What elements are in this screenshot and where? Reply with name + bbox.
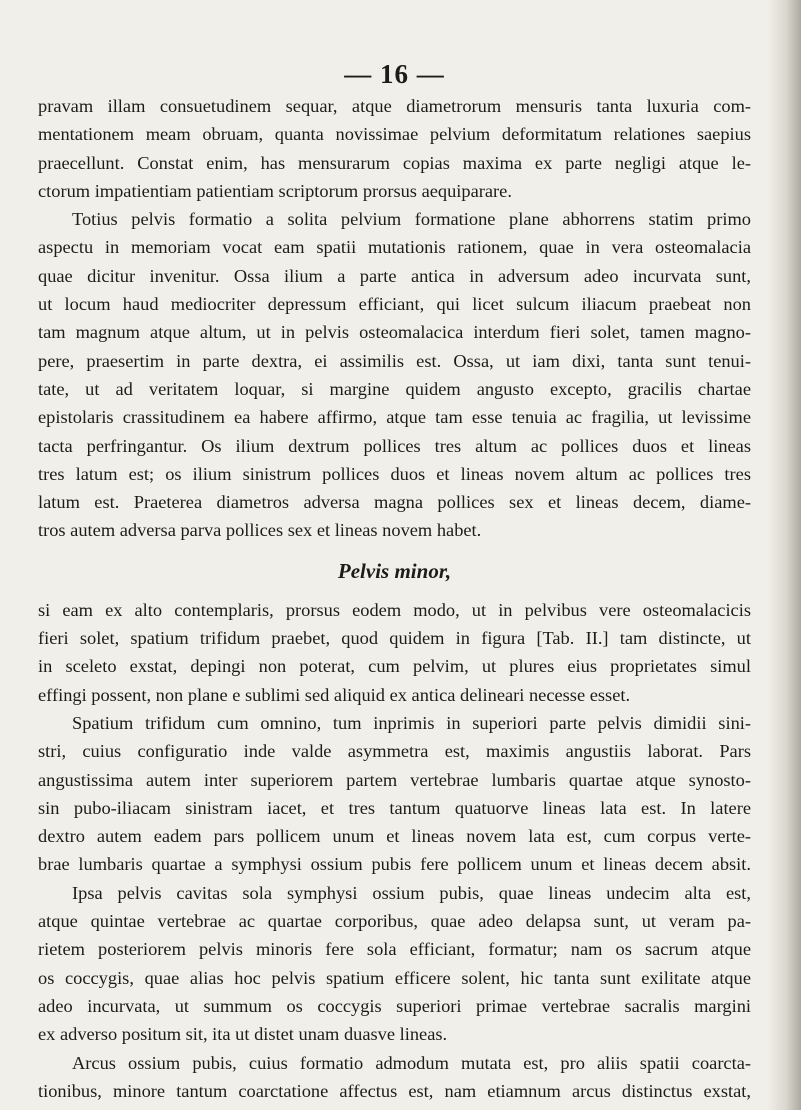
page-number: — 16 — bbox=[344, 59, 445, 89]
text-line: mentationem meam obruam, quanta novissimae pelvium deformitatum relationes saepius bbox=[38, 124, 751, 145]
text-line: tacta perfringantur. Os ilium dextrum pollices tres altum ac pollices duos et lineas bbox=[38, 435, 751, 456]
text-line: tros autem adversa parva pollices sex et lineas novem habet. bbox=[38, 520, 482, 541]
page-edge-shadow bbox=[767, 0, 801, 1110]
text-line: latum est. Praeterea diametros adversa magna pollices sex et lineas decem, diame- bbox=[38, 492, 751, 513]
book-page bbox=[38, 58, 751, 1105]
text-line: quae dicitur invenitur. Ossa ilium a parte antica in adversum adeo incurvata sunt, bbox=[38, 265, 751, 286]
text-line: effingi possent, non plane e sublimi sed aliquid ex antica delineari necesse esset. bbox=[38, 684, 631, 705]
text-line: in sceleto exstat, depingi non poterat, cum pelvim, ut plures eius proprietates simul bbox=[38, 656, 751, 677]
text-line: si eam ex alto contemplaris, prorsus eodem modo, ut in pelvibus vere osteomalacicis bbox=[38, 599, 751, 620]
text-line: epistolaris crassitudinem ea habere affirmo, atque tam esse tenuia ac fragilia, ut levissime bbox=[38, 407, 751, 428]
text-line: Spatium trifidum cum omnino, tum inprimis in superiori parte pelvis dimidii sini- bbox=[72, 712, 751, 733]
text-line: os coccygis, quae alias hoc pelvis spatium efficere solent, hic tanta sunt exilitate atque bbox=[38, 967, 751, 988]
text-line: Totius pelvis formatio a solita pelvium formatione plane abhorrens statim primo bbox=[72, 209, 751, 230]
text-line: ut locum haud mediocriter depressum efficiant, qui licet sulcum iliacum praebeat non bbox=[38, 294, 751, 315]
text-line: ex adverso positum sit, ita ut distet unam duasve lineas. bbox=[38, 1024, 448, 1045]
text-line: tres latum est; os ilium sinistrum pollices duos et lineas novem altum ac pollices tres bbox=[38, 463, 751, 484]
text-line: pravam illam consuetudinem sequar, atque diametrorum mensuris tanta luxuria com- bbox=[38, 96, 751, 116]
text-line: dextro autem eadem pars pollicem unum et lineas novem lata est, cum corpus verte- bbox=[38, 826, 751, 847]
text-line: tionibus, minore tantum coarctatione affectus est, nam etiamnum arcus distinctus exstat, bbox=[38, 1080, 751, 1101]
text-line: ctorum impatientiam patientiam scriptorum prorsus aequiparare. bbox=[38, 180, 512, 201]
text-line: brae lumbaris quartae a symphysi ossium pubis fere pollicem unum et lineas decem absit. bbox=[38, 854, 751, 875]
text-line: atque quintae vertebrae ac quartae corporibus, quae adeo delapsa sunt, ut veram pa- bbox=[38, 911, 751, 932]
text-line: fieri solet, spatium trifidum praebet, quod quidem in figura [Tab. II.] tam distincte, ut bbox=[38, 628, 751, 649]
paragraph-block-1 bbox=[38, 92, 751, 545]
text-line: Ipsa pelvis cavitas sola symphysi ossium pubis, quae lineas undecim alta est, bbox=[72, 882, 751, 903]
text-line: adeo incurvata, ut summum os coccygis superiori primae vertebrae sacralis margini bbox=[38, 995, 751, 1016]
text-line: aspectu in memoriam vocat eam spatii mutationis rationem, quae in vera osteomalacia bbox=[38, 237, 751, 258]
text-line: stri, cuius configuratio inde valde asymmetra est, maximis angustiis laborat. Pars bbox=[38, 741, 751, 762]
text-line: pere, praesertim in parte dextra, ei assimilis est. Ossa, ut iam dixi, tanta sunt tenui- bbox=[38, 350, 751, 371]
paragraph-block-2 bbox=[38, 596, 751, 1105]
text-line: angustissima autem inter superiorem partem vertebrae lumbaris quartae atque synosto- bbox=[38, 769, 751, 790]
text-line: Arcus ossium pubis, cuius formatio admodum mutata est, pro aliis spatii coarcta- bbox=[72, 1052, 751, 1073]
text-line: praecellunt. Constat enim, has mensurarum copias maxima ex parte negligi atque le- bbox=[38, 152, 751, 173]
text-line: tam magnum atque altum, ut in pelvis osteomalacica interdum fieri solet, tamen magno- bbox=[38, 322, 751, 343]
text-line: sin pubo-iliacam sinistram iacet, et tres tantum quatuorve lineas lata est. In latere bbox=[38, 797, 751, 818]
text-line: tate, ut ad veritatem loquar, si margine quidem angusto excepto, gracilis chartae bbox=[38, 378, 751, 399]
section-heading: Pelvis minor, bbox=[337, 558, 452, 583]
text-line: rietem posteriorem pelvis minoris fere sola efficiant, formatur; nam os sacrum atque bbox=[38, 939, 751, 960]
